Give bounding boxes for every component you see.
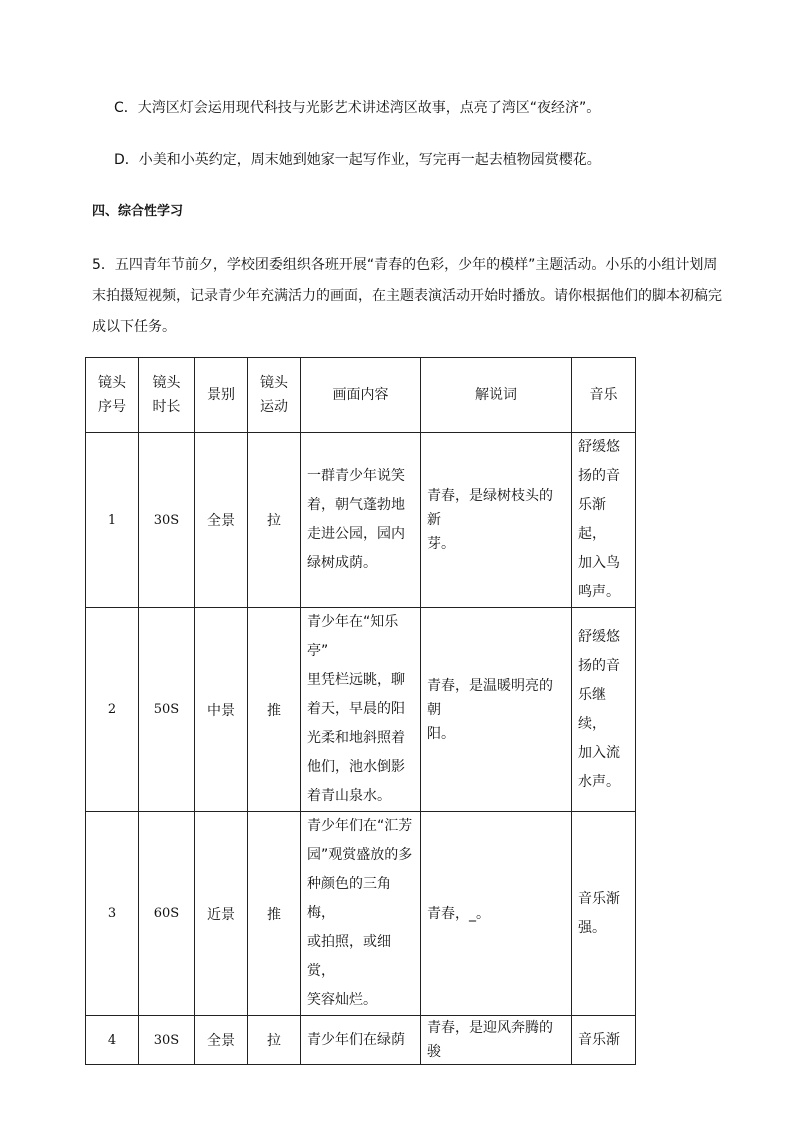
music-cell-line: 音乐渐 [578, 890, 620, 907]
narration-cell-line: 青春，是绿树枝头的新 [427, 488, 553, 528]
movement-cell: 推 [248, 812, 301, 1016]
music-cell-line: 扬的音 [578, 657, 620, 674]
scene-cell: 全景 [195, 433, 248, 608]
music-cell-line: 舒缓悠 [578, 628, 620, 645]
music-cell [572, 608, 636, 812]
picture-content-cell [301, 1016, 421, 1065]
narration-cell [421, 433, 572, 608]
narration-cell-line: 青春，_。 [427, 905, 490, 922]
music-cell-line: 鸣声。 [578, 584, 620, 600]
music-cell-line: 强。 [578, 919, 606, 936]
narration-cell [421, 608, 572, 812]
picture-content-cell-line: 种颜色的三角梅， [307, 876, 391, 921]
duration-cell: 50S [139, 608, 195, 812]
question-5-prompt: 5．五四青年节前夕，学校团委组织各班开展“青春的色彩，少年的模样”主题活动。小乐的小组计划周末拍摄短视频，记录青少年充满活力的画面，在主题表演活动开始时播放。请你根据他们的脚本初稿完成以下任务。 [92, 257, 722, 335]
narration-cell [421, 1016, 572, 1065]
narration-cell-line: 阳。 [427, 725, 455, 742]
narration-cell-line: 青春，是温暖明亮的朝 [427, 677, 553, 718]
picture-content-cell-line: 着青山泉水。 [307, 788, 391, 804]
picture-content-cell-line: 或拍照，或细赏， [307, 934, 391, 979]
header-music: 音乐 [572, 358, 636, 433]
option-d: D．小美和小英约定，周末她到她家一起写作业，写完再一起去植物园赏樱花。 [114, 152, 601, 168]
picture-content-cell [301, 812, 421, 1016]
picture-content-cell [301, 608, 421, 812]
section-heading: 四、综合性学习 [92, 204, 184, 219]
picture-content-cell-line: 一群青少年说笑 [307, 468, 405, 484]
picture-content-cell-line: 青少年们在“汇芳 [307, 818, 413, 834]
music-cell-line: 乐渐起， [578, 497, 606, 542]
scene-cell: 中景 [195, 608, 248, 812]
duration-cell: 30S [139, 433, 195, 608]
narration-cell-line: 青春，是迎风奔腾的骏 [427, 1020, 553, 1060]
shot-number-cell: 3 [86, 812, 139, 1016]
picture-content-cell-line: 光柔和地斜照着 [307, 730, 405, 746]
picture-content-cell-line: 青少年们在绿荫 [307, 1031, 405, 1048]
table-row [86, 1016, 636, 1065]
narration-cell [421, 812, 572, 1016]
header-movement: 镜头 运动 [248, 358, 301, 433]
shot-number-cell: 1 [86, 433, 139, 608]
picture-content-cell-line: 走进公园，园内 [307, 526, 405, 542]
table-row [86, 608, 636, 812]
picture-content-cell-line: 他们，池水倒影 [307, 759, 405, 775]
duration-cell: 30S [139, 1016, 195, 1065]
table-row [86, 433, 636, 608]
picture-content-cell-line: 绿树成荫。 [307, 555, 377, 571]
header-picture: 画面内容 [301, 358, 421, 433]
picture-content-cell-line: 笑容灿烂。 [307, 992, 377, 1008]
picture-content-cell-line: 园”观赏盛放的多 [307, 847, 413, 863]
scene-cell: 全景 [195, 1016, 248, 1065]
music-cell-line: 乐继续， [578, 686, 606, 732]
music-cell-line: 舒缓悠 [578, 439, 620, 455]
shot-number-cell: 2 [86, 608, 139, 812]
music-cell [572, 1016, 636, 1065]
duration-cell: 60S [139, 812, 195, 1016]
picture-content-cell-line: 着，朝气蓬勃地 [307, 497, 405, 513]
header-duration: 镜头 时长 [139, 358, 195, 433]
header-narration: 解说词 [421, 358, 572, 433]
movement-cell: 拉 [248, 433, 301, 608]
picture-content-cell-line: 着天，早晨的阳 [307, 701, 405, 717]
music-cell-line: 音乐渐 [578, 1031, 620, 1048]
table-header-row [86, 358, 636, 433]
movement-cell: 拉 [248, 1016, 301, 1065]
video-script-table [85, 357, 636, 1065]
music-cell-line: 水声。 [578, 773, 620, 790]
music-cell [572, 812, 636, 1016]
option-c: C．大湾区灯会运用现代科技与光影艺术讲述湾区故事，点亮了湾区“夜经济”。 [114, 100, 601, 116]
movement-cell: 推 [248, 608, 301, 812]
scene-cell: 近景 [195, 812, 248, 1016]
music-cell-line: 加入流 [578, 744, 620, 761]
table-row [86, 812, 636, 1016]
picture-content-cell-line: 里凭栏远眺，聊 [307, 672, 405, 688]
header-shot-no: 镜头 序号 [86, 358, 139, 433]
header-scene: 景别 [195, 358, 248, 433]
narration-cell-line: 芽。 [427, 536, 455, 552]
music-cell-line: 扬的音 [578, 468, 620, 484]
picture-content-cell-line: 青少年在“知乐亭” [307, 614, 399, 659]
music-cell-line: 加入鸟 [578, 555, 620, 571]
picture-content-cell [301, 433, 421, 608]
shot-number-cell: 4 [86, 1016, 139, 1065]
music-cell [572, 433, 636, 608]
